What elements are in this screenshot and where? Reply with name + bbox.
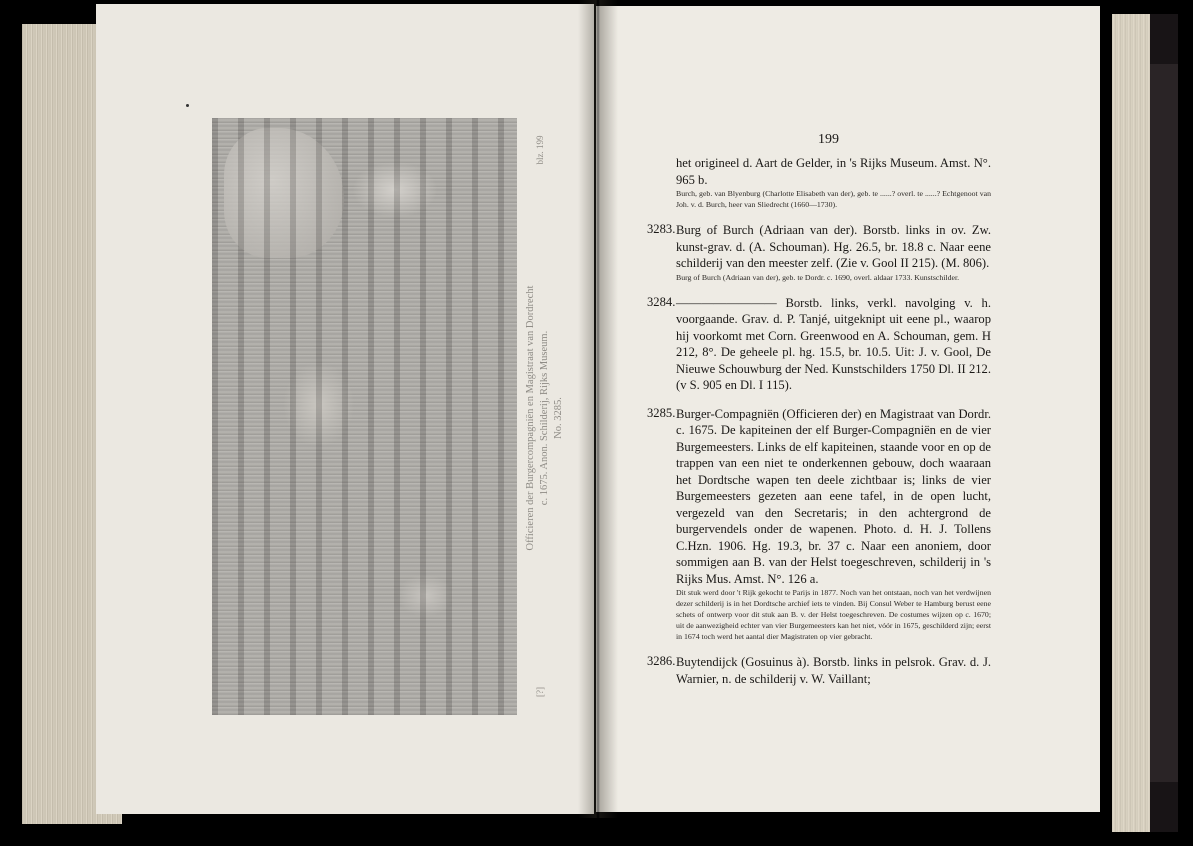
caption-line-2: c. 1675. Anon. Schilderij, Rijks Museum. [539, 330, 550, 506]
entry-3286 [647, 654, 991, 687]
page-speck [186, 104, 189, 107]
caption-line-1: Officieren der Burgercompagniën en Magistraat van Dordrecht [525, 285, 536, 551]
entry-main: Burg of Burch (Adriaan van der). Borstb. links in ov. Zw. kunst-grav. d. (A. Schouman). Hg. 26.5, br. 18.8 c. Naar eene schilderij van den meester zelf. (Zie v. Gool II 215). (M. 806). [676, 223, 991, 270]
entry-note: Burg of Burch (Adriaan van der), geb. te Dordr. c. 1690, overl. aldaar 1733. Kunstschilder. [676, 272, 960, 282]
entry-number: 3285. [647, 405, 676, 420]
photograph-plate [212, 118, 517, 715]
entry-3284 [647, 294, 991, 394]
entry-main: Buytendijck (Gosuinus à). Borstb. links in pelsrok. Grav. d. J. Warnier, n. de schilderij v. W. Vaillant; [676, 655, 991, 686]
caption-line-3: No. 3285. [553, 397, 564, 439]
entry-intro [676, 155, 991, 210]
catalogue-text [647, 155, 991, 687]
entry-number: 3286. [647, 654, 676, 668]
entry-note: Dit stuk werd door 't Rijk gekocht te Parijs in 1877. Noch van het ontstaan, noch van het verdwijnen dezer schilderij is in het Dordtsche archief iets te vinden. Bij Consul Weber te Hamburg berust eene schets of ontwerp voor dit stuk aan B. v. der Helst toegeschreven. De costumes wijzen op c. 1670; uit de aanwezigheid echter van vier Burgemeesters kan het niet, vóór in 1675, geschilderd zijn; eerst in 1674 toch werd het aantal dier Magistraten op vier gebracht. [676, 588, 991, 641]
entry-main: ———————— Borstb. links, verkl. navolging v. h. voorgaande. Grav. d. P. Tanjé, uitgeknipt uit eene pl., waarop hij voorkomt met Corn. Greenwood en A. Schouman, gem. H 212, 8°. De geheele pl. hg. 15.5, br. 10.5. Uit: J. v. Gool, De Nieuwe Schouwburg der Ned. Kunstschilders 1750 Dl. II 212. (v S. 905 en Dl. I 115). [676, 295, 991, 392]
entry-3283 [647, 222, 991, 283]
entry-number: 3284. [647, 294, 676, 309]
page-number: 199 [818, 132, 839, 147]
book-gutter [578, 0, 618, 818]
book-cover-right [1150, 14, 1178, 832]
entry-main: Burger-Compagniën (Officieren der) en Magistraat van Dordr. c. 1675. De kapiteinen der elf Burger-Compagniën en de vier Burgemeesters. Links de elf kapiteinen, staande voor en op de trappen van een niet te onderkennen gebouw, doch waaraan het Dordtsche wapen ten deele zichtbaar is; links de vier Burgemeesters gezeten aan eene tafel, in de open lucht, vergezeld van den Secretaris; in den achtergrond de burgervendels onder de wapenen. Photo. d. H. J. Tollens C.Hzn. 1906. Hg. 19.3, br. 37 c. Naar een anoniem, door sommigen aan B. van der Helst toegeschreven, schilderij in 's Rijks Mus. Amst. N°. 126 a. [676, 406, 991, 586]
entry-note: Burch, geb. van Blyenburg (Charlotte Elisabeth van der), geb. te ......? overl. te ......? Echtgenoot van Joh. v. d. Burch, heer van Sliedrecht (1660—1730). [676, 189, 991, 209]
entry-main: het origineel d. Aart de Gelder, in 's Rijks Museum. Amst. N°. 965 b. [676, 156, 991, 187]
entry-number: 3283. [647, 222, 676, 236]
entry-3285 [647, 405, 991, 643]
